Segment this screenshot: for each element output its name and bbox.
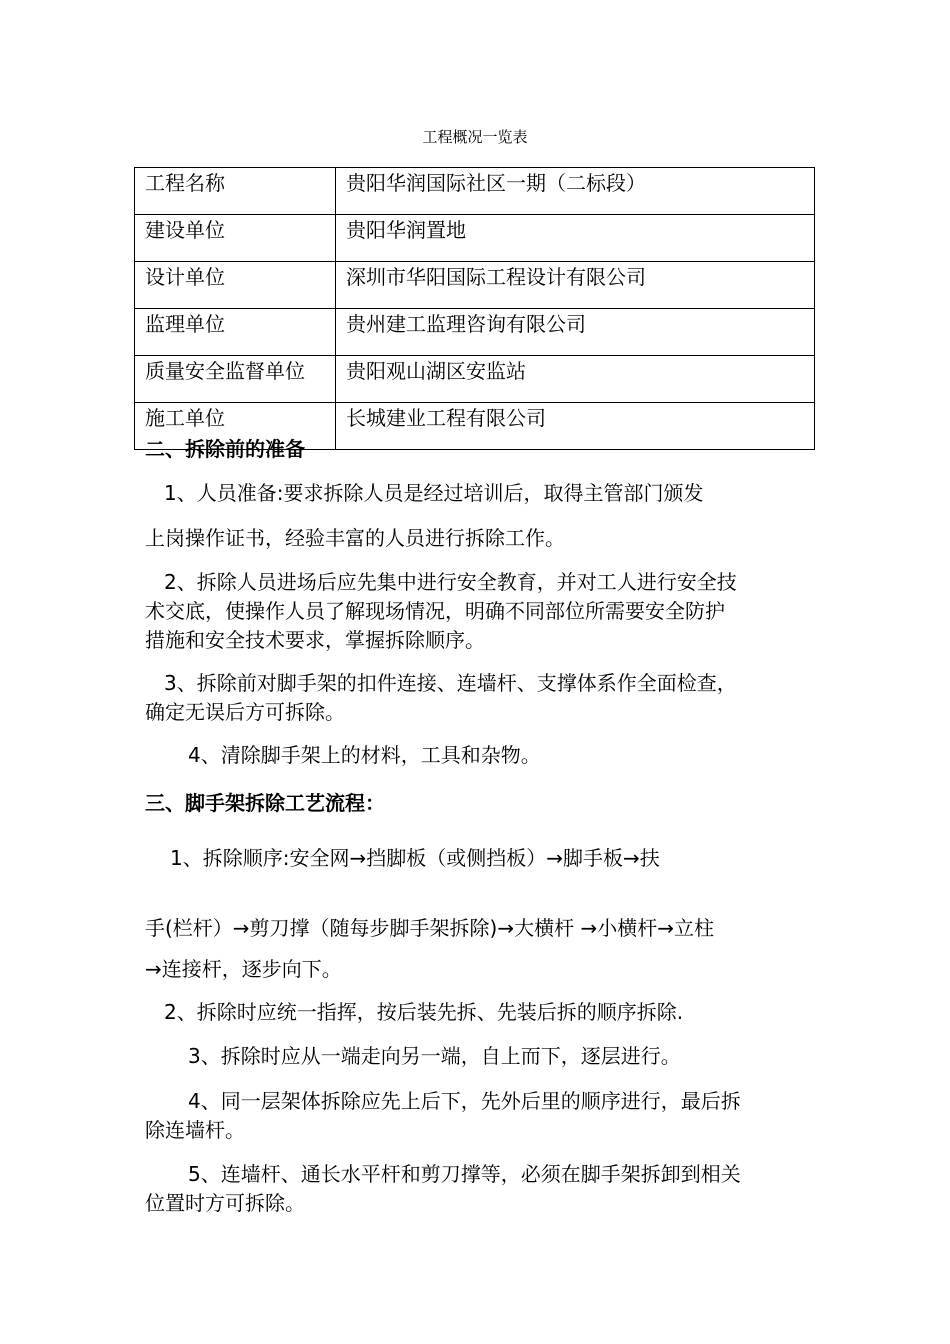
table-label-cell: 监理单位 (135, 309, 336, 356)
paragraph-line: 除连墙杆。 (145, 1118, 245, 1142)
paragraph-line: 2、拆除时应统一指挥，按后装先拆、先装后拆的顺序拆除. (164, 1000, 684, 1024)
table-row (135, 168, 815, 215)
paragraph-line: 1、人员准备:要求拆除人员是经过培训后，取得主管部门颁发 (164, 481, 704, 505)
project-overview-table (134, 167, 815, 450)
table-label-cell: 建设单位 (135, 215, 336, 262)
table-value-cell: 贵州建工监理咨询有限公司 (336, 309, 815, 356)
paragraph-line: 上岗操作证书，经验丰富的人员进行拆除工作。 (145, 526, 565, 550)
paragraph-line: 4、同一层架体拆除应先上后下，先外后里的顺序进行，最后拆 (188, 1089, 741, 1113)
paragraph-line: 3、拆除时应从一端走向另一端，自上而下，逐层进行。 (188, 1044, 681, 1068)
table-row (135, 215, 815, 262)
table-row (135, 262, 815, 309)
paragraph-line: 5、连墙杆、通长水平杆和剪刀撑等，必须在脚手架拆卸到相关 (188, 1162, 741, 1186)
paragraph-line: 手(栏杆）→剪刀撑（随每步脚手架拆除)→大横杆 →小横杆→立柱 (145, 916, 714, 940)
table-value-cell: 贵阳华润国际社区一期（二标段） (336, 168, 815, 215)
table-value-cell: 贵阳观山湖区安监站 (336, 356, 815, 403)
table-label-cell: 施工单位 (135, 403, 336, 450)
table-caption: 工程概况一览表 (422, 128, 528, 146)
paragraph-line: 位置时方可拆除。 (145, 1191, 305, 1215)
paragraph-line: 2、拆除人员进场后应先集中进行安全教育，并对工人进行安全技 (164, 570, 737, 594)
table-label-cell: 质量安全监督单位 (135, 356, 336, 403)
table-row (135, 356, 815, 403)
paragraph-line: 确定无误后方可拆除。 (145, 700, 345, 724)
paragraph-line: 措施和安全技术要求，掌握拆除顺序。 (145, 628, 485, 652)
paragraph-line: 3、拆除前对脚手架的扣件连接、连墙杆、支撑体系作全面检查， (164, 671, 737, 695)
section2-heading: 二、拆除前的准备 (145, 437, 305, 461)
table-row (135, 309, 815, 356)
table-label-cell: 工程名称 (135, 168, 336, 215)
table-label-cell: 设计单位 (135, 262, 336, 309)
table-value-cell: 长城建业工程有限公司 (336, 403, 815, 450)
table-value-cell: 深圳市华阳国际工程设计有限公司 (336, 262, 815, 309)
section3-heading: 三、脚手架拆除工艺流程： (145, 791, 385, 815)
paragraph-line: 1、拆除顺序:安全网→挡脚板（或侧挡板）→脚手板→扶 (170, 846, 660, 870)
paragraph-line: 术交底，使操作人员了解现场情况，明确不同部位所需要安全防护 (145, 599, 725, 623)
paragraph-line: →连接杆，逐步向下。 (145, 957, 342, 981)
paragraph-line: 4、清除脚手架上的材料，工具和杂物。 (188, 743, 541, 767)
table-value-cell: 贵阳华润置地 (336, 215, 815, 262)
